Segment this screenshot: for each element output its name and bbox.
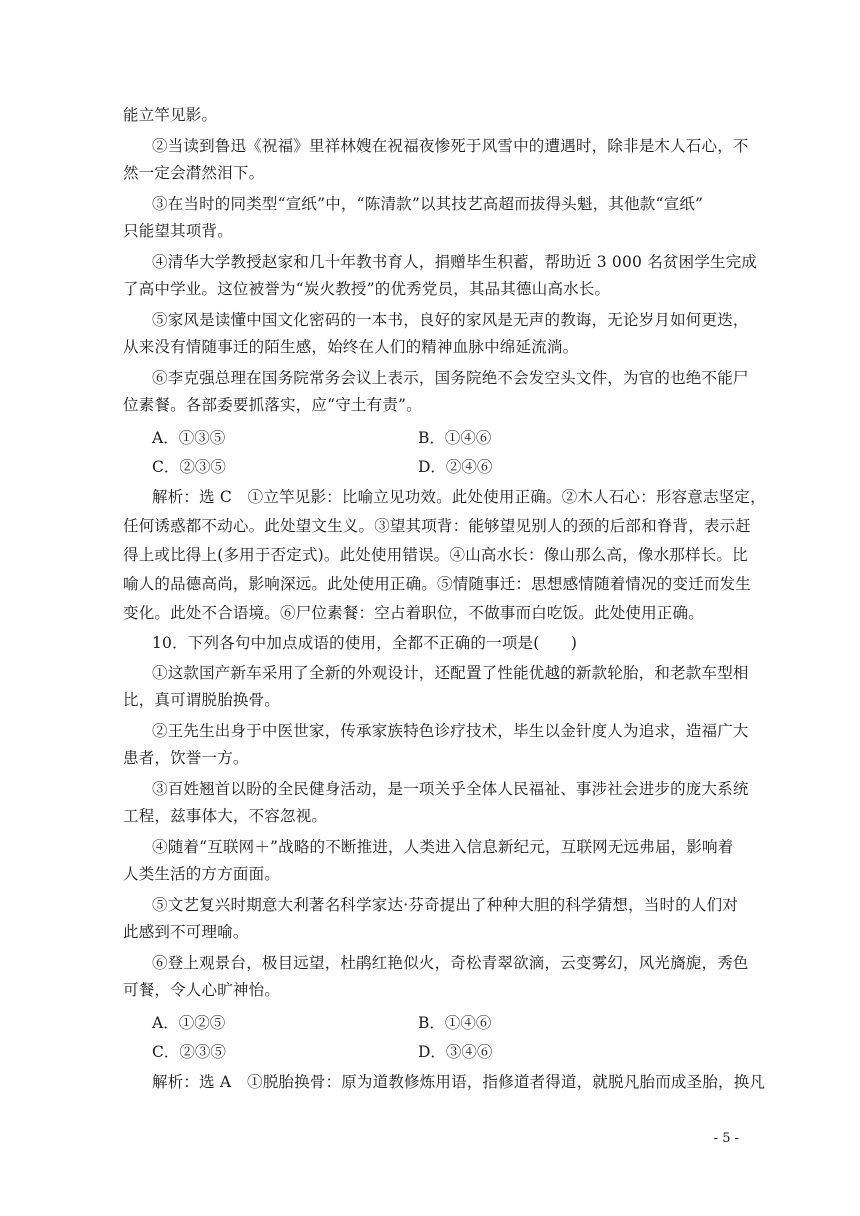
q10-sentence-4-line-2: 人类生活的方方面面。 [123,865,281,883]
q10-option-a: A．①②⑤ [152,1014,226,1032]
q9-sentence-2-line-1: ②当读到鲁迅《祝福》里祥林嫂在祝福夜惨死于风雪中的遭遇时，除非是木人石心，不 [152,137,749,155]
q9-sentence-6-line-2: 位素餐。各部委要抓落实，应“守土有责”。 [123,396,422,414]
q10-sentence-2-line-2: 患者，饮誉一方。 [123,749,249,767]
q9-analysis-line-3: 得上或比得上(多用于否定式)。此处使用错误。④山高水长：像山那么高，像水那样长。比 [123,546,748,564]
q10-sentence-1-line-2: 比，真可谓脱胎换骨。 [123,691,281,709]
q10-sentence-1-line-1: ①这款国产新车采用了全新的外观设计，还配置了性能优越的新款轮胎，和老款车型相 [152,664,749,682]
q10-stem: 10．下列各句中加点成语的使用，全都不正确的一项是( ) [152,634,578,652]
q10-sentence-6-line-1: ⑥登上观景台，极目远望，杜鹃红艳似火，奇松青翠欲滴，云变雾幻，风光旖旎，秀色 [152,954,749,972]
page-number: - 5 - [713,1131,739,1146]
q10-sentence-5-line-1: ⑤文艺复兴时期意大利著名科学家达·芬奇提出了种种大胆的科学猜想，当时的人们对 [152,896,739,914]
q9-sentence-3-line-2: 只能望其项背。 [123,222,233,240]
q9-sentence-5-line-2: 从来没有情随事迁的陌生感，始终在人们的精神血脉中绵延流淌。 [123,338,579,356]
q10-sentence-5-line-2: 此感到不可理喻。 [123,923,249,941]
q10-option-b: B．①④⑥ [418,1014,492,1032]
q10-sentence-6-line-2: 可餐，令人心旷神怡。 [123,981,281,999]
q9-sentence-6-line-1: ⑥李克强总理在国务院常务会议上表示，国务院绝不会发空头文件，为官的也绝不能尸 [152,369,749,387]
q10-sentence-2-line-1: ②王先生出身于中医世家，传承家族特色诊疗技术，毕生以金针度人为追求，造福广大 [152,722,749,740]
q10-sentence-4-line-1: ④随着“互联网＋”战略的不断推进，人类进入信息新纪元，互联网无远弗届，影响着 [152,838,734,856]
q9-analysis-line-4: 喻人的品德高尚，影响深远。此处使用正确。⑤情随事迁：思想感情随着情况的变迁而发生 [123,575,752,593]
q10-sentence-3-line-1: ③百姓翘首以盼的全民健身活动，是一项关乎全体人民福祉、事涉社会进步的庞大系统 [152,780,749,798]
q10-option-c: C．②③⑤ [152,1043,226,1061]
q9-option-c: C．②③⑤ [152,458,226,476]
q9-option-a: A．①③⑤ [152,429,226,447]
q9-option-b: B．①④⑥ [418,429,492,447]
q9-sentence-4-line-2: 了高中学业。这位被誉为“炭火教授”的优秀党员，其品其德山高水长。 [123,280,611,298]
q9-analysis-line-5: 变化。此处不合语境。⑥尸位素餐：空占着职位，不做事而白吃饭。此处使用正确。 [123,604,704,622]
q10-option-d: D．③④⑥ [418,1043,493,1061]
q10-analysis-line-1: 解析：选 A ①脱胎换骨：原为道教修炼用语，指修道者得道，就脱凡胎而成圣胎，换凡 [152,1073,766,1091]
q9-continued-line: 能立竿见影。 [123,106,218,124]
q9-sentence-3-line-1: ③在当时的同类型“宣纸”中，“陈清款”以其技艺高超而拔得头魁，其他款“宣纸” [152,195,704,213]
q9-sentence-2-line-2: 然一定会潸然泪下。 [123,164,265,182]
q9-analysis-line-2: 任何诱惑都不动心。此处望文生义。③望其项背：能够望见别人的颈的后部和脊背，表示赶 [123,517,752,535]
q9-analysis-line-1: 解析：选 C ①立竿见影：比喻立见功效。此处使用正确。②木人石心：形容意志坚定， [152,488,766,506]
q9-sentence-5-line-1: ⑤家风是读懂中国文化密码的一本书，良好的家风是无声的教诲，无论岁月如何更迭， [152,311,749,329]
q9-option-d: D．②④⑥ [418,458,493,476]
q10-sentence-3-line-2: 工程，兹事体大，不容忽视。 [123,807,328,825]
q9-sentence-4-line-1: ④清华大学教授赵家和几十年教书育人，捐赠毕生积蓄，帮助近 3 000 名贫困学生完成 [152,253,758,271]
